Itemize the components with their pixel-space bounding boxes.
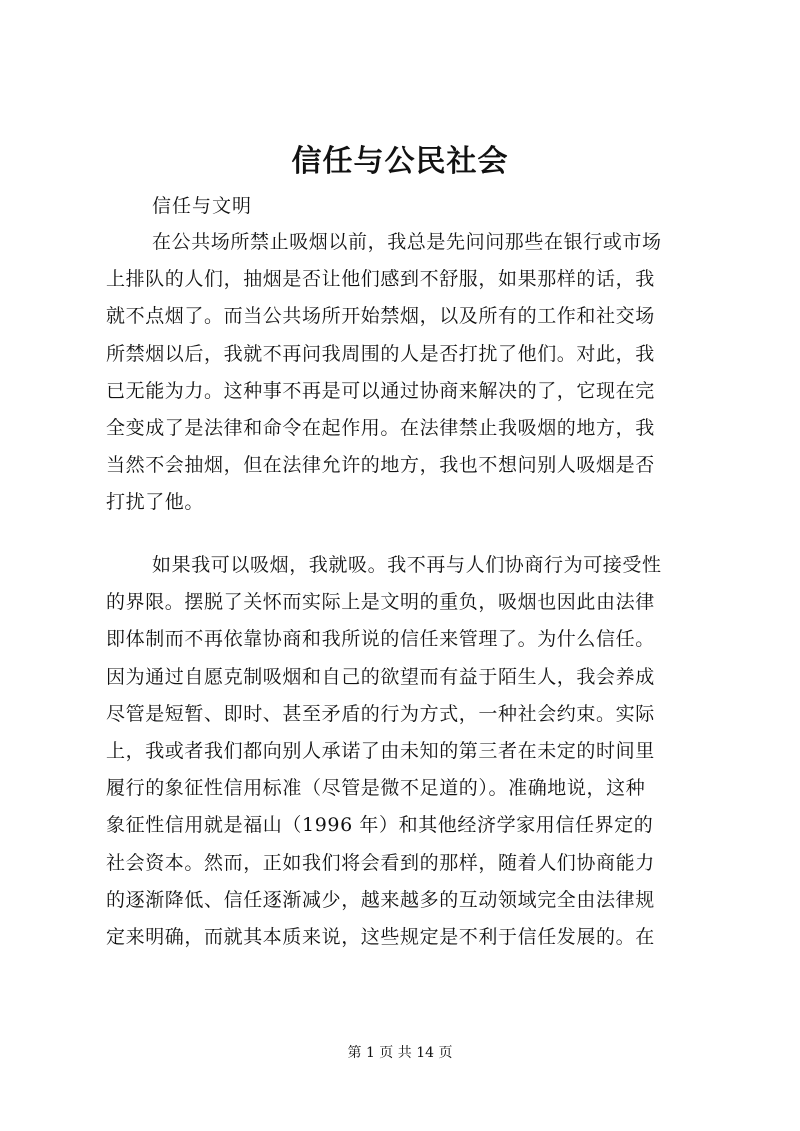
- paragraph-line: 象征性信用就是福山（1996 年）和其他经济学家用信任界定的: [106, 814, 654, 837]
- page-footer: 第 1 页 共 14 页: [347, 1045, 453, 1061]
- paragraph-line: 全变成了是法律和命令在起作用。在法律禁止我吸烟的地方，我: [106, 416, 655, 439]
- paragraph-line: 尽管是短暂、即时、甚至矛盾的行为方式，一种社会约束。实际: [106, 702, 655, 725]
- paragraph-line: 当然不会抽烟，但在法律允许的地方，我也不想问别人吸烟是否: [106, 454, 655, 477]
- paragraph-line: 就不点烟了。而当公共场所开始禁烟，以及所有的工作和社交场: [106, 305, 655, 328]
- page-title: 信任与公民社会: [291, 144, 509, 179]
- paragraph-2: [106, 547, 700, 956]
- paragraph-line: 如果我可以吸烟，我就吸。我不再与人们协商行为可接受性: [152, 554, 662, 576]
- paragraph-line: 社会资本。然而，正如我们将会看到的那样，随着人们协商能力: [106, 851, 655, 874]
- paragraph-line: 的界限。摆脱了关怀而实际上是文明的重负，吸烟也因此由法律: [106, 591, 655, 614]
- paragraph-line: 已无能为力。这种事不再是可以通过协商来解决的了，它现在完: [106, 379, 655, 402]
- paragraph-line: 所禁烟以后，我就不再问我周围的人是否打扰了他们。对此，我: [106, 342, 655, 365]
- paragraph-line: 履行的象征性信用标准（尽管是微不足道的）。准确地说，这种: [106, 777, 646, 800]
- paragraph-line: 因为通过自愿克制吸烟和自己的欲望而有益于陌生人，我会养成: [106, 665, 655, 688]
- paragraph-line: 打扰了他。: [106, 491, 205, 514]
- paragraph-line: 在公共场所禁止吸烟以前，我总是先问问那些在银行或市场: [152, 231, 662, 253]
- paragraph-line: 定来明确，而就其本质来说，这些规定是不利于信任发展的。在: [106, 925, 655, 948]
- paragraph-line: 上排队的人们，抽烟是否让他们感到不舒服，如果那样的话，我: [106, 268, 655, 291]
- paragraph-line: 即体制而不再依靠协商和我所说的信任来管理了。为什么信任。: [106, 628, 655, 651]
- paragraph-line: 的逐渐降低、信任逐渐减少，越来越多的互动领域完全由法律规: [106, 888, 655, 911]
- paragraph-line: 上，我或者我们都向别人承诺了由未知的第三者在未定的时间里: [106, 739, 655, 762]
- section-subtitle: 信任与文明: [152, 195, 253, 217]
- paragraph-1: [106, 224, 700, 522]
